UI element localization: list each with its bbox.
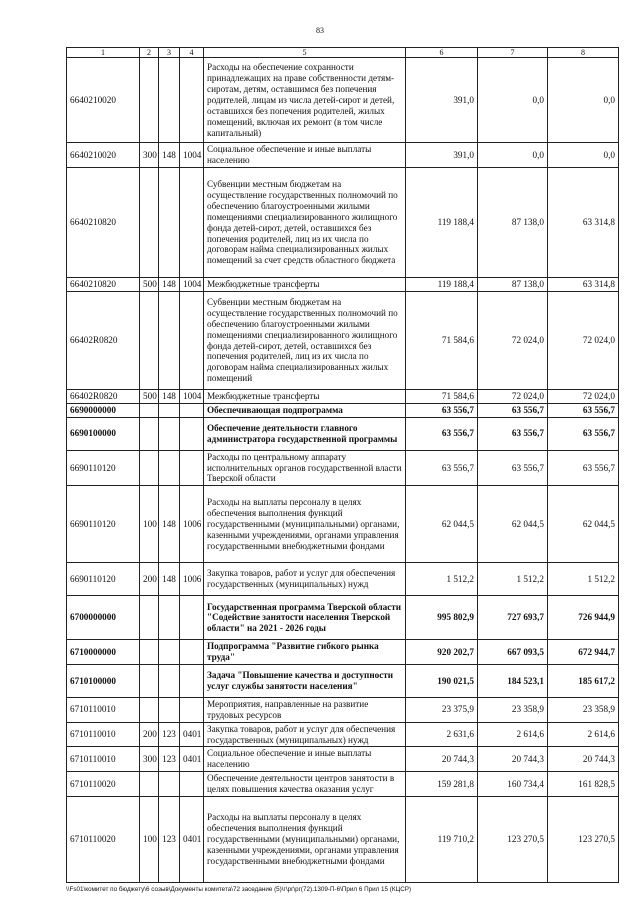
- row-section-code: [180, 168, 204, 278]
- row-value-2022: 1 512,2: [478, 563, 548, 596]
- row-description: Государственная программа Тверской области "Содействие занятости населения Тверской области" на 2021 - 2026 годы: [204, 596, 406, 640]
- row-expense-type: [140, 772, 159, 797]
- row-description: Обеспечение деятельности главного администратора государственной программы: [204, 417, 406, 450]
- row-value-2022: 62 044,5: [478, 486, 548, 563]
- row-section-code: 1004: [180, 390, 204, 404]
- row-expense-type: 100: [140, 796, 159, 882]
- row-value-2023: 672 944,7: [548, 640, 619, 665]
- row-value-2023: 23 358,9: [548, 698, 619, 723]
- row-section-code: 0401: [180, 747, 204, 772]
- row-expense-type: [140, 596, 159, 640]
- row-description: Расходы по центральному аппарату исполнительных органов государственной власти Тверской области: [204, 450, 406, 486]
- row-code: 6690110120: [67, 563, 140, 596]
- row-value-2023: 161 828,5: [548, 772, 619, 797]
- table-row: [67, 58, 619, 143]
- row-admin-code: 148: [159, 278, 180, 292]
- row-description: Расходы на обеспечение сохранности принадлежащих на праве собственности детям-сиротам, детям, оставшимся без попечения родителей, лицам из числа детей-сирот и детей, оставшихся без попечения родителей, жилых помещений, включая их ремонт (в том числе капитальный): [204, 58, 406, 143]
- row-value-2022: 0,0: [478, 143, 548, 168]
- row-description: Закупка товаров, работ и услуг для обеспечения государственных (муниципальных) нужд: [204, 563, 406, 596]
- budget-table: [66, 47, 619, 883]
- row-admin-code: 148: [159, 486, 180, 563]
- row-section-code: [180, 403, 204, 417]
- row-value-2021: 71 584,6: [406, 390, 478, 404]
- row-section-code: 1006: [180, 563, 204, 596]
- row-value-2023: 726 944,9: [548, 596, 619, 640]
- row-value-2021: 920 202,7: [406, 640, 478, 665]
- row-code: 6700000000: [67, 596, 140, 640]
- row-admin-code: 123: [159, 796, 180, 882]
- row-description: Межбюджетные трансферты: [204, 390, 406, 404]
- row-value-2023: 2 614,6: [548, 722, 619, 747]
- col-header: 2: [140, 48, 159, 58]
- row-value-2022: 87 138,0: [478, 278, 548, 292]
- row-value-2023: 0,0: [548, 58, 619, 143]
- col-header: 3: [159, 48, 180, 58]
- row-code: 6640210020: [67, 143, 140, 168]
- row-value-2021: 190 021,5: [406, 665, 478, 698]
- row-description: Задача "Повышение качества и доступности услуг службы занятости населения": [204, 665, 406, 698]
- row-description: Расходы на выплаты персоналу в целях обеспечения выполнения функций государственными (муниципальными) органами, казенными учреждениями, органами управления государственными внебюджетными фондами: [204, 486, 406, 563]
- row-code: 6710110020: [67, 796, 140, 882]
- row-description: Субвенции местным бюджетам на осуществление государственных полномочий по обеспечению благоустроенными жилыми помещениями специализированного жилищного фонда детей-сирот, детей, оставшихся без попечения родителей, лиц из их числа по договорам найма специализированных жилых помещений: [204, 292, 406, 390]
- row-code: 6640210820: [67, 168, 140, 278]
- row-value-2023: 63 556,7: [548, 403, 619, 417]
- row-admin-code: [159, 292, 180, 390]
- row-section-code: [180, 596, 204, 640]
- table-row: [67, 292, 619, 390]
- row-admin-code: 148: [159, 143, 180, 168]
- row-value-2023: 72 024,0: [548, 292, 619, 390]
- table-row: [67, 168, 619, 278]
- row-value-2023: 62 044,5: [548, 486, 619, 563]
- row-value-2021: 119 710,2: [406, 796, 478, 882]
- row-value-2022: 0,0: [478, 58, 548, 143]
- table-row: [67, 596, 619, 640]
- row-value-2023: 63 556,7: [548, 417, 619, 450]
- row-description: Мероприятия, направленные на развитие трудовых ресурсов: [204, 698, 406, 723]
- row-value-2022: 63 556,7: [478, 417, 548, 450]
- row-value-2023: 0,0: [548, 143, 619, 168]
- col-header: 1: [67, 48, 140, 58]
- row-admin-code: 123: [159, 747, 180, 772]
- row-value-2021: 1 512,2: [406, 563, 478, 596]
- row-description: Обеспечение деятельности центров занятости в целях повышения качества оказания услуг: [204, 772, 406, 797]
- row-description: Обеспечивающая подпрограмма: [204, 403, 406, 417]
- row-value-2022: 72 024,0: [478, 390, 548, 404]
- row-code: 6640210820: [67, 278, 140, 292]
- row-value-2021: 23 375,9: [406, 698, 478, 723]
- row-section-code: 1004: [180, 143, 204, 168]
- row-section-code: 0401: [180, 796, 204, 882]
- row-section-code: [180, 58, 204, 143]
- row-section-code: [180, 640, 204, 665]
- row-code: 6640210020: [67, 58, 140, 143]
- page-number: 83: [316, 26, 324, 35]
- row-value-2021: 119 188,4: [406, 168, 478, 278]
- row-code: 66402R0820: [67, 390, 140, 404]
- row-value-2022: 160 734,4: [478, 772, 548, 797]
- table-row: [67, 563, 619, 596]
- row-admin-code: [159, 417, 180, 450]
- col-header: 5: [204, 48, 406, 58]
- col-header: 6: [406, 48, 478, 58]
- row-value-2021: 63 556,7: [406, 450, 478, 486]
- row-value-2022: 184 523,1: [478, 665, 548, 698]
- row-section-code: 0401: [180, 722, 204, 747]
- table-row: [67, 747, 619, 772]
- row-expense-type: 200: [140, 722, 159, 747]
- row-value-2021: 119 188,4: [406, 278, 478, 292]
- col-header: 8: [548, 48, 619, 58]
- row-expense-type: [140, 450, 159, 486]
- row-admin-code: 148: [159, 390, 180, 404]
- row-admin-code: [159, 698, 180, 723]
- table-row: [67, 486, 619, 563]
- row-value-2023: 63 314,8: [548, 168, 619, 278]
- row-value-2021: 63 556,7: [406, 403, 478, 417]
- row-value-2022: 667 093,5: [478, 640, 548, 665]
- row-value-2021: 159 281,8: [406, 772, 478, 797]
- row-expense-type: 300: [140, 143, 159, 168]
- row-expense-type: [140, 403, 159, 417]
- row-section-code: 1004: [180, 278, 204, 292]
- row-value-2021: 62 044,5: [406, 486, 478, 563]
- row-expense-type: 500: [140, 278, 159, 292]
- table-row: [67, 278, 619, 292]
- table-row: [67, 450, 619, 486]
- table-row: [67, 640, 619, 665]
- table-row: [67, 772, 619, 797]
- row-expense-type: [140, 698, 159, 723]
- row-value-2021: 63 556,7: [406, 417, 478, 450]
- table-row: [67, 796, 619, 882]
- row-value-2023: 20 744,3: [548, 747, 619, 772]
- row-value-2021: 71 584,6: [406, 292, 478, 390]
- table-row: [67, 665, 619, 698]
- row-expense-type: [140, 417, 159, 450]
- row-value-2022: 23 358,9: [478, 698, 548, 723]
- row-value-2023: 123 270,5: [548, 796, 619, 882]
- row-section-code: [180, 772, 204, 797]
- row-admin-code: [159, 596, 180, 640]
- row-section-code: [180, 292, 204, 390]
- row-section-code: [180, 417, 204, 450]
- col-header: 7: [478, 48, 548, 58]
- file-path-footer: \\Fs01\комитет по бюджету\6 созыв\Документы комитета\72 заседание (5)\г\рг\рг(72).1309-П-6\Прил 6 Прил 15 (КЦСР): [66, 886, 412, 893]
- row-value-2021: 2 631,6: [406, 722, 478, 747]
- row-section-code: [180, 665, 204, 698]
- row-code: 6690110120: [67, 450, 140, 486]
- row-value-2022: 20 744,3: [478, 747, 548, 772]
- col-header: 4: [180, 48, 204, 58]
- row-expense-type: 300: [140, 747, 159, 772]
- row-code: 6710110010: [67, 698, 140, 723]
- row-value-2022: 63 556,7: [478, 403, 548, 417]
- row-code: 6690100000: [67, 417, 140, 450]
- row-value-2022: 72 024,0: [478, 292, 548, 390]
- row-code: 6710000000: [67, 640, 140, 665]
- row-description: Подпрограмма "Развитие гибкого рынка труда": [204, 640, 406, 665]
- row-value-2023: 72 024,0: [548, 390, 619, 404]
- row-value-2021: 20 744,3: [406, 747, 478, 772]
- row-expense-type: 200: [140, 563, 159, 596]
- row-expense-type: [140, 292, 159, 390]
- row-code: 6710110020: [67, 772, 140, 797]
- row-admin-code: [159, 403, 180, 417]
- row-code: 6690000000: [67, 403, 140, 417]
- row-description: Закупка товаров, работ и услуг для обеспечения государственных (муниципальных) нужд: [204, 722, 406, 747]
- table-row: [67, 390, 619, 404]
- table-row: [67, 417, 619, 450]
- row-section-code: [180, 698, 204, 723]
- row-section-code: 1006: [180, 486, 204, 563]
- row-value-2023: 63 314,8: [548, 278, 619, 292]
- row-admin-code: [159, 640, 180, 665]
- row-admin-code: [159, 450, 180, 486]
- row-description: Социальное обеспечение и иные выплаты населению: [204, 747, 406, 772]
- row-expense-type: [140, 58, 159, 143]
- row-admin-code: 123: [159, 722, 180, 747]
- column-number-header: [67, 48, 619, 58]
- table-row: [67, 403, 619, 417]
- row-section-code: [180, 450, 204, 486]
- row-description: Межбюджетные трансферты: [204, 278, 406, 292]
- row-value-2022: 727 693,7: [478, 596, 548, 640]
- row-value-2021: 995 802,9: [406, 596, 478, 640]
- row-value-2022: 2 614,6: [478, 722, 548, 747]
- row-expense-type: [140, 665, 159, 698]
- row-value-2022: 63 556,7: [478, 450, 548, 486]
- row-description: Субвенции местным бюджетам на осуществление государственных полномочий по обеспечению благоустроенными жилыми помещениями специализированного жилищного фонда детей-сирот, детей, оставшихся без попечения родителей, лиц из их числа по договорам найма специализированных жилых помещений за счет средств областного бюджета: [204, 168, 406, 278]
- row-code: 6710110010: [67, 747, 140, 772]
- row-value-2021: 391,0: [406, 58, 478, 143]
- row-expense-type: [140, 168, 159, 278]
- row-value-2021: 391,0: [406, 143, 478, 168]
- row-code: 6710100000: [67, 665, 140, 698]
- row-description: Социальное обеспечение и иные выплаты населению: [204, 143, 406, 168]
- table-row: [67, 698, 619, 723]
- row-admin-code: [159, 58, 180, 143]
- row-expense-type: 500: [140, 390, 159, 404]
- row-code: 66402R0820: [67, 292, 140, 390]
- row-expense-type: [140, 640, 159, 665]
- row-code: 6710110010: [67, 722, 140, 747]
- row-admin-code: [159, 168, 180, 278]
- row-admin-code: [159, 665, 180, 698]
- table-row: [67, 722, 619, 747]
- row-expense-type: 100: [140, 486, 159, 563]
- row-value-2023: 63 556,7: [548, 450, 619, 486]
- row-admin-code: 148: [159, 563, 180, 596]
- row-admin-code: [159, 772, 180, 797]
- row-description: Расходы на выплаты персоналу в целях обеспечения выполнения функций государственными (муниципальными) органами, казенными учреждениями, органами управления государственными внебюджетными фондами: [204, 796, 406, 882]
- row-code: 6690110120: [67, 486, 140, 563]
- row-value-2022: 87 138,0: [478, 168, 548, 278]
- row-value-2023: 1 512,2: [548, 563, 619, 596]
- row-value-2023: 185 617,2: [548, 665, 619, 698]
- row-value-2022: 123 270,5: [478, 796, 548, 882]
- table-row: [67, 143, 619, 168]
